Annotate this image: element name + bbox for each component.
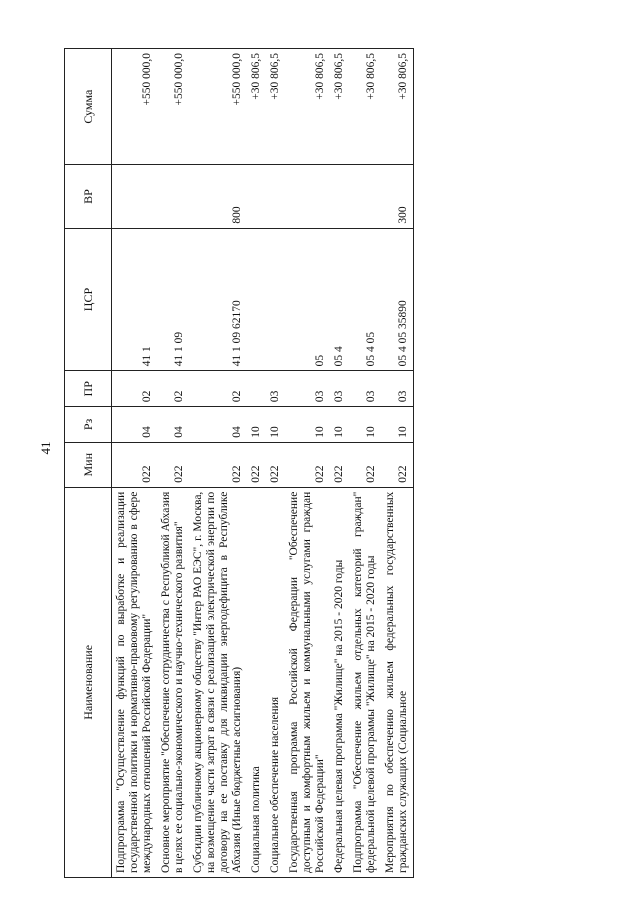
row-pr-cell: 02 — [189, 371, 247, 407]
row-min-cell: 022 — [330, 442, 349, 487]
header-vr: ВР — [65, 165, 112, 228]
row-pr-cell: 03 — [381, 371, 414, 407]
row-pr-cell: 03 — [330, 371, 349, 407]
row-csr-cell: 41 1 09 — [157, 228, 189, 371]
row-vr-cell — [266, 165, 285, 228]
row-csr-cell: 41 1 09 62170 — [189, 228, 247, 371]
row-rz-cell: 10 — [247, 407, 266, 443]
row-name-cell: Государственная программа Российской Федерации "Обеспечение доступным и комфортным жильем и коммунальными услугами граждан Российской Федерации" — [285, 487, 330, 877]
row-vr-cell: 300 — [381, 165, 414, 228]
row-vr-cell — [247, 165, 266, 228]
row-pr-cell: 03 — [349, 371, 381, 407]
table-row — [112, 49, 158, 878]
row-rz-cell: 10 — [381, 407, 414, 443]
row-vr-cell — [349, 165, 381, 228]
table-header-row — [65, 49, 112, 878]
row-vr-cell — [285, 165, 330, 228]
row-sum-cell: +30 806,5 — [381, 49, 414, 165]
row-min-cell: 022 — [285, 442, 330, 487]
row-csr-cell — [247, 228, 266, 371]
row-rz-cell: 04 — [189, 407, 247, 443]
row-pr-cell: 02 — [157, 371, 189, 407]
row-sum-cell: +30 806,5 — [330, 49, 349, 165]
table-row — [189, 49, 247, 878]
row-sum-cell: +550 000,0 — [189, 49, 247, 165]
page-number: 41 — [38, 441, 53, 455]
row-pr-cell: 02 — [112, 371, 158, 407]
row-vr-cell — [330, 165, 349, 228]
rotated-page — [64, 48, 624, 878]
row-min-cell: 022 — [247, 442, 266, 487]
row-name-cell: Подпрограмма "Осуществление функций по выработке и реализации государственной политики и нормативно-правовому регулированию в сфере международных отношений Российской Федерации" — [112, 487, 158, 877]
header-min: Мин — [65, 442, 112, 487]
table-row — [266, 49, 285, 878]
row-rz-cell: 04 — [157, 407, 189, 443]
row-min-cell: 022 — [266, 442, 285, 487]
row-csr-cell: 05 4 05 — [349, 228, 381, 371]
row-sum-cell: +30 806,5 — [349, 49, 381, 165]
row-pr-cell: 03 — [285, 371, 330, 407]
row-vr-cell: 800 — [189, 165, 247, 228]
row-min-cell: 022 — [157, 442, 189, 487]
table-row — [247, 49, 266, 878]
header-csr: ЦСР — [65, 228, 112, 371]
row-min-cell: 022 — [112, 442, 158, 487]
row-name-cell: Мероприятия по обеспечению жильем федеральных государственных гражданских служащих (Социальное — [381, 487, 414, 877]
table-row — [330, 49, 349, 878]
row-rz-cell: 10 — [349, 407, 381, 443]
row-min-cell: 022 — [381, 442, 414, 487]
row-csr-cell: 05 4 05 35890 — [381, 228, 414, 371]
row-sum-cell: +550 000,0 — [157, 49, 189, 165]
row-sum-cell: +30 806,5 — [247, 49, 266, 165]
row-name-cell: Социальное обеспечение населения — [266, 487, 285, 877]
header-sum: Сумма — [65, 49, 112, 165]
row-csr-cell — [266, 228, 285, 371]
row-pr-cell: 03 — [266, 371, 285, 407]
row-rz-cell: 04 — [112, 407, 158, 443]
row-min-cell: 022 — [349, 442, 381, 487]
row-name-cell: Основное мероприятие "Обеспечение сотрудничества с Республикой Абхазия в целях ее социально-экономического и научно-технического развития" — [157, 487, 189, 877]
row-name-cell: Социальная политика — [247, 487, 266, 877]
header-name: Наименование — [65, 487, 112, 877]
table-row — [381, 49, 414, 878]
row-vr-cell — [157, 165, 189, 228]
row-name-cell: Федеральная целевая программа "Жилище" на 2015 - 2020 годы — [330, 487, 349, 877]
row-rz-cell: 10 — [285, 407, 330, 443]
row-sum-cell: +30 806,5 — [285, 49, 330, 165]
header-rz: Рз — [65, 407, 112, 443]
row-sum-cell: +30 806,5 — [266, 49, 285, 165]
row-csr-cell: 05 4 — [330, 228, 349, 371]
row-min-cell: 022 — [189, 442, 247, 487]
budget-table — [64, 48, 414, 878]
header-pr: ПР — [65, 371, 112, 407]
row-rz-cell: 10 — [266, 407, 285, 443]
row-name-cell: Субсидии публичному акционерному обществу "Интер РАО ЕЭС", г. Москва, на возмещение части затрат в связи с реализацией электрической энергии по договору на ее поставку для ликвидации энергодефицита в Республике Абхазия (Иные бюджетные ассигнования) — [189, 487, 247, 877]
row-rz-cell: 10 — [330, 407, 349, 443]
row-csr-cell: 41 1 — [112, 228, 158, 371]
table-row — [349, 49, 381, 878]
row-sum-cell: +550 000,0 — [112, 49, 158, 165]
table-row — [285, 49, 330, 878]
table-row — [157, 49, 189, 878]
row-vr-cell — [112, 165, 158, 228]
row-pr-cell — [247, 371, 266, 407]
row-name-cell: Подпрограмма "Обеспечение жильем отдельных категорий граждан" федеральной целевой программы "Жилище" на 2015 - 2020 годы — [349, 487, 381, 877]
row-csr-cell: 05 — [285, 228, 330, 371]
